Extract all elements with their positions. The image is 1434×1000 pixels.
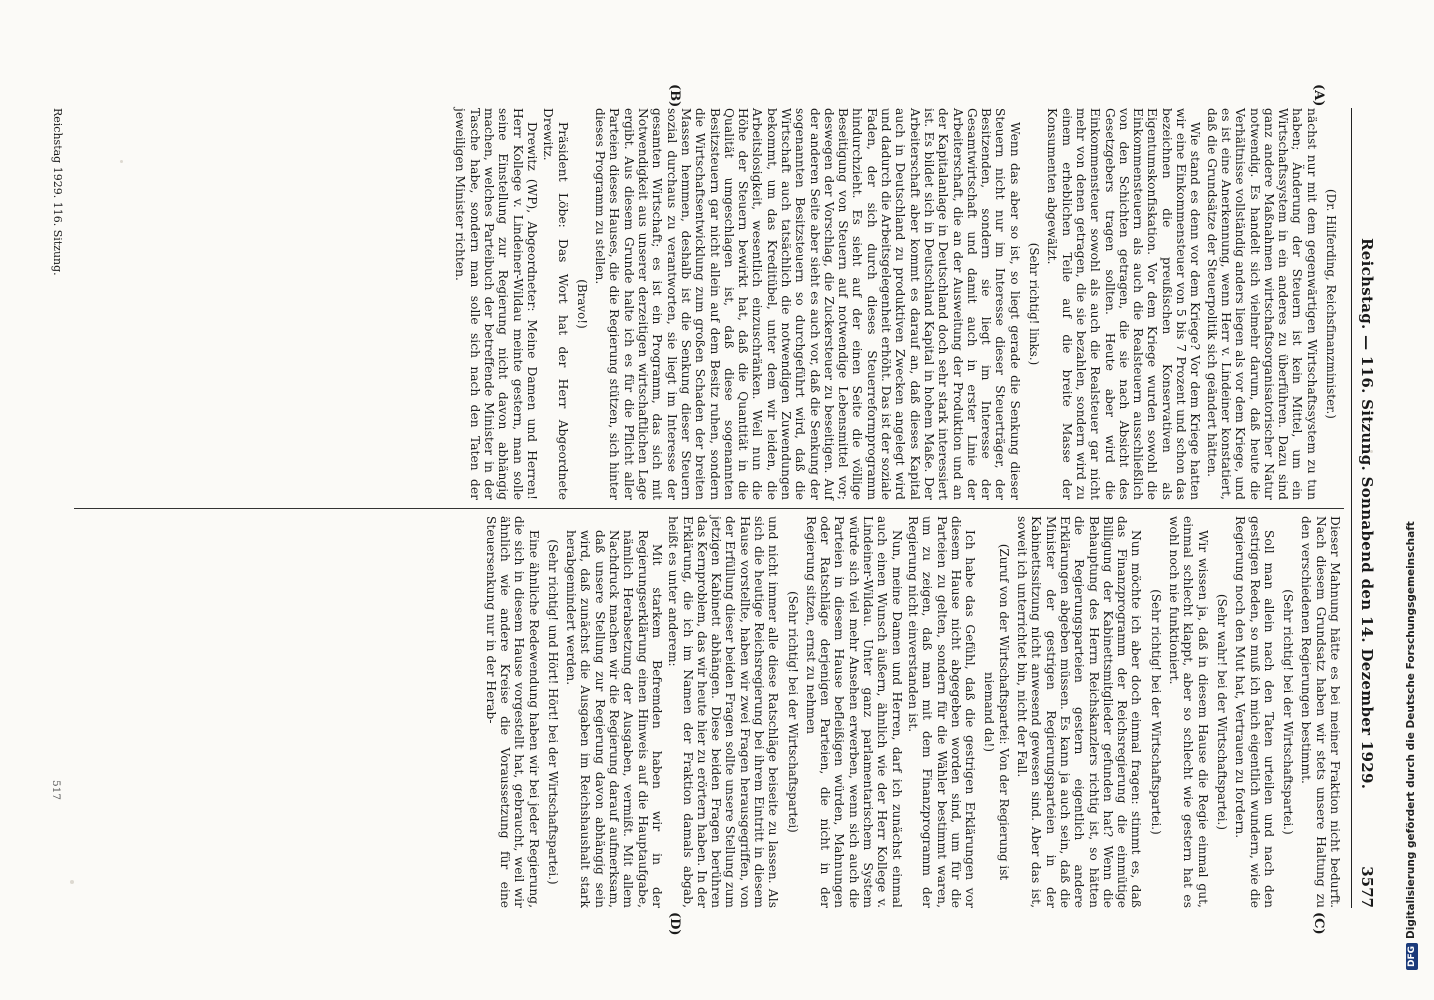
dfg-credit [1405, 0, 1427, 970]
interjection: (Bravo!) [574, 279, 589, 329]
dfg-logo-icon: DFG [1406, 943, 1418, 970]
margin-mark-c: (C) [1311, 912, 1326, 935]
dfg-credit-text: Digitalisierung gefördert durch die Deutsche Forschungsgemeinschaft [1405, 521, 1417, 939]
footer-left: Reichstag 1929. 116. Sitzung. [51, 108, 64, 276]
paragraph: Nun, meine Damen und Herren, darf ich zunächst einmal auch einen Wunsch äußern, ähnlich wie der Herr Kollege v. Lindeiner-Wildau. Unter ganz parlamentarischem System würde sich viel mehr Ansehen erwerben, wenn sich auch die Parteien in diesem Hause befleißigen würden, Mahnungen oder Ratschläge derjenigen Parteien, die nicht in der Regierung sitzen, ernst zu nehmen [803, 516, 904, 908]
paragraph: Wenn das aber so ist, so liegt gerade die Senkung dieser Steuern nicht nur im Interesse dieser Steuerträger, der Besitzenden, sondern sie liegt im Interesse der Gesamtwirtschaft und damit auch in erster Linie der Arbeiterschaft, die an der Ausweitung der Produktion und an der Kapitalanlage in Deutschland doch sehr stark interessiert ist. Es bildet sich in Deutschland Kapital in hohem Maße. Der Arbeiterschaft aber kommt es darauf an, daß dieses Kapital auch in Deutschland zu produktiven Zwecken angelegt wird und dadurch die Arbeitsgelegenheit erhöht. Das ist der soziale Faden, der sich durch dieses Steuerreformprogramm hindurchzieht. Es sieht auf der einen Seite die völlige Beseitigung von Steuern auf notwendige Lebensmittel vor; deswegen der Vorschlag, die Zuckersteuer zu beseitigen. Auf der anderen Seite aber sieht es auch vor, daß die Senkung der sogenannten Besitzsteuern so durchgeführt wird, daß die Wirtschaft auch tatsächlich die notwendigen Zuwendungen bekommt, um das Kreditübel, unter dem wir leiden, die Arbeitslosigkeit, wesentlich einzuschränken. Weil nun die Höhe der Steuern bewirkt hat, daß die Quantität in die Qualität umgeschlagen ist, daß diese sogenannten Besitzsteuern gar nicht allein auf dem Besitz ruhen, sondern die Wirtschaftsentwicklung zum großen Schaden der breiten Massen hemmen, deshalb ist die Senkung dieser Steuern sozial durchaus zu verantworten, sie liegt im Interesse der gesamten Wirtschaft; es ist ein Programm, das sich mit Notwendigkeit aus unserer derzeitigen wirtschaftlichen Lage ergibt. Aus diesem Grunde halte ich es für die Pflicht aller Parteien dieses Hauses, die die Regierung stützen, sich hinter dieses Programm zu stellen. [593, 108, 1022, 500]
paragraph: Wie stand es denn vor dem Kriege? Vor dem Kriege hatten wir eine Einkommensteuer von 5 bis 7 Prozent und schon das bezeichnen die preußischen Konservativen als Eigentumskonfiskation. Vor dem Kriege wurden sowohl die Einkommensteuern als auch die Realsteuern ausschließlich von den Schichten getragen, die sie nach Absicht des Gesetzgebers tragen sollten. Heute aber wird die Einkommensteuer sowohl als auch die Realsteuer gar nicht mehr von denen getragen, die sie bezahlen, sondern wird zu einem erheblichen Teile auf die breite Masse der Konsumenten abgewälzt. [1045, 108, 1203, 500]
paragraph: Ich habe das Gefühl, daß die gestrigen Erklärungen vor diesem Hause nicht abgegeben worden sind, um für die Parteien zu gelten, sondern für die Wähler bestimmt waren, um zu zeigen, daß man mit dem Finanzprogramm der Regierung nicht einverstanden ist. [905, 516, 978, 908]
page-header [1354, 108, 1376, 908]
header-title: Reichstag. — 116. Sitzung. Sonnabend den 14. Dezember 1929. [1358, 238, 1376, 790]
margin-mark-b: (B) [667, 84, 682, 108]
interjection: (Sehr richtig! und Hört! Hört! bei der Wirtschaftspartei.) [545, 539, 560, 885]
interjection: (Sehr wahr! bei der Wirtschaftspartei.) [1214, 593, 1229, 831]
paragraph: nächst nur mit dem gegenwärtigen Wirtschaftssystem zu tun haben; Änderung der Steuern ist kein Mittel, um ein Wirtschaftssystem in ein anderes zu überführen. Dazu sind ganz andere Maßnahmen wirtschaftsorganisatorischer Natur notwendig. Es handelt sich vielmehr darum, daß heute die Verhältnisse vollständig anders liegen als vor dem Kriege, und es ist eine Anerkennung, wenn Herr v. Lindeiner konstatiert, daß die Grundsätze der Steuerpolitik sich geändert hätten. [1204, 108, 1319, 500]
margin-mark-a: (A) [1311, 84, 1326, 107]
margin-mark-d: (D) [667, 912, 682, 936]
interjection: (Sehr richtig! bei der Wirtschaftspartei.) [1148, 589, 1163, 835]
paragraph: Soll man allein nach den Taten urteilen und nach den gestrigen Reden, so muß ich mich eigentlich wundern, wie die Regierung noch den Mut hat, Vertrauen zu fordern. [1233, 516, 1276, 908]
paragraph: Dieser Mahnung hätte es bei meiner Fraktion nicht bedurft. Nach diesem Grundsatz haben wir stets unsere Haltung zu den verschiedenen Regierungen bestimmt. [1299, 516, 1342, 908]
interjection: (Sehr richtig! bei der Wirtschaftspartei) [785, 591, 800, 833]
interjection: (Sehr richtig! links.) [1027, 242, 1042, 366]
paragraph: Wir wissen ja, daß in diesem Hause die Regie einmal gut, einmal schlecht klappt, aber so schlecht wie gestern hat es wohl noch nie funktioniert. [1167, 516, 1210, 908]
left-column [451, 108, 1342, 500]
column-divider [74, 508, 1344, 509]
header-rule [1351, 108, 1352, 908]
page-number: 3577 [1358, 866, 1376, 908]
paragraph: und nicht immer alle diese Ratschläge beiseite zu lassen. Als sich die heutige Reichsregierung bei ihrem Eintritt in diesem Hause vorstellte, haben wir zwei Fragen herausgegriffen, von der Erfüllung dieser beiden Fragen sollte unsere Stellung zum jetzigen Kabinett abhängen. Diese beiden Fragen berühren das Kernproblem, das wir heute hier zu erörtern haben. In der Erklärung, die ich im Namen der Fraktion damals abgab, heißt es unter anderem: [666, 516, 781, 908]
speaker-line: (Dr. Hilferding, Reichsfinanzminister.) [1324, 189, 1338, 419]
quotation: Mit starkem Befremden haben wir in der Regierungserklärung einen Hinweis auf die Hauptaufgabe, nämlich Herabsetzung der Ausgaben, vermißt. Mit allem Nachdruck machen wir die Regierung darauf aufmerksam, daß unsere Stellung zur Regierung davon abhängig sein wird, daß zunächst die Ausgaben im Reichshaushalt stark herabgemindert werden. [564, 530, 664, 908]
paragraph: Nun möchte ich aber doch einmal fragen: stimmt es, daß das Finanzprogramm der Reichsregierung die einmütige Billigung der Kabinettsmitglieder gefunden hat? Wenn die Behauptung des Herrn Reichskanzlers richtig ist, so hätten die Regierungsparteien gestern eigentlich andere Erklärungen abgeben müssen. Es kann ja auch sein, daß die Minister der gestrigen Regierungsparteien in der Kabinettssitzung nicht anwesend gewesen sind. Aber das ist, soweit ich unterrichtet bin, nicht der Fall. [1015, 516, 1144, 908]
paragraph: Eine ähnliche Redewendung haben wir bei jeder Regierung, die sich in diesem Hause vorgestellt hat, gebraucht, weil wir ähnlich wie andere Kreise die Voraussetzung für eine Steuersenkung nur in der Herab- [483, 516, 541, 908]
right-column [481, 516, 1342, 908]
speaker-paragraph: Drewitz (WP), Abgeordneter: Meine Damen und Herren! Herr Kollege v. Lindeiner-Wildau meinte gestern, man solle seine Einstellung zur Regierung nicht davon abhängig machen, welches Parteibuch der betreffende Minister in der Tasche habe, sondern man solle sich nach den Taten der jeweiligen Minister richten. [453, 108, 539, 500]
president-line: Präsident Löbe: Das Wort hat der Herr Abgeordnete Drewitz. [541, 108, 570, 500]
interjection: (Sehr richtig! bei der Wirtschaftspartei.) [1281, 589, 1296, 835]
footer-right: 517 [50, 780, 62, 801]
interjection: (Zuruf von der Wirtschaftspartei: Von der Regierung ist niemand da!) [982, 543, 1011, 881]
